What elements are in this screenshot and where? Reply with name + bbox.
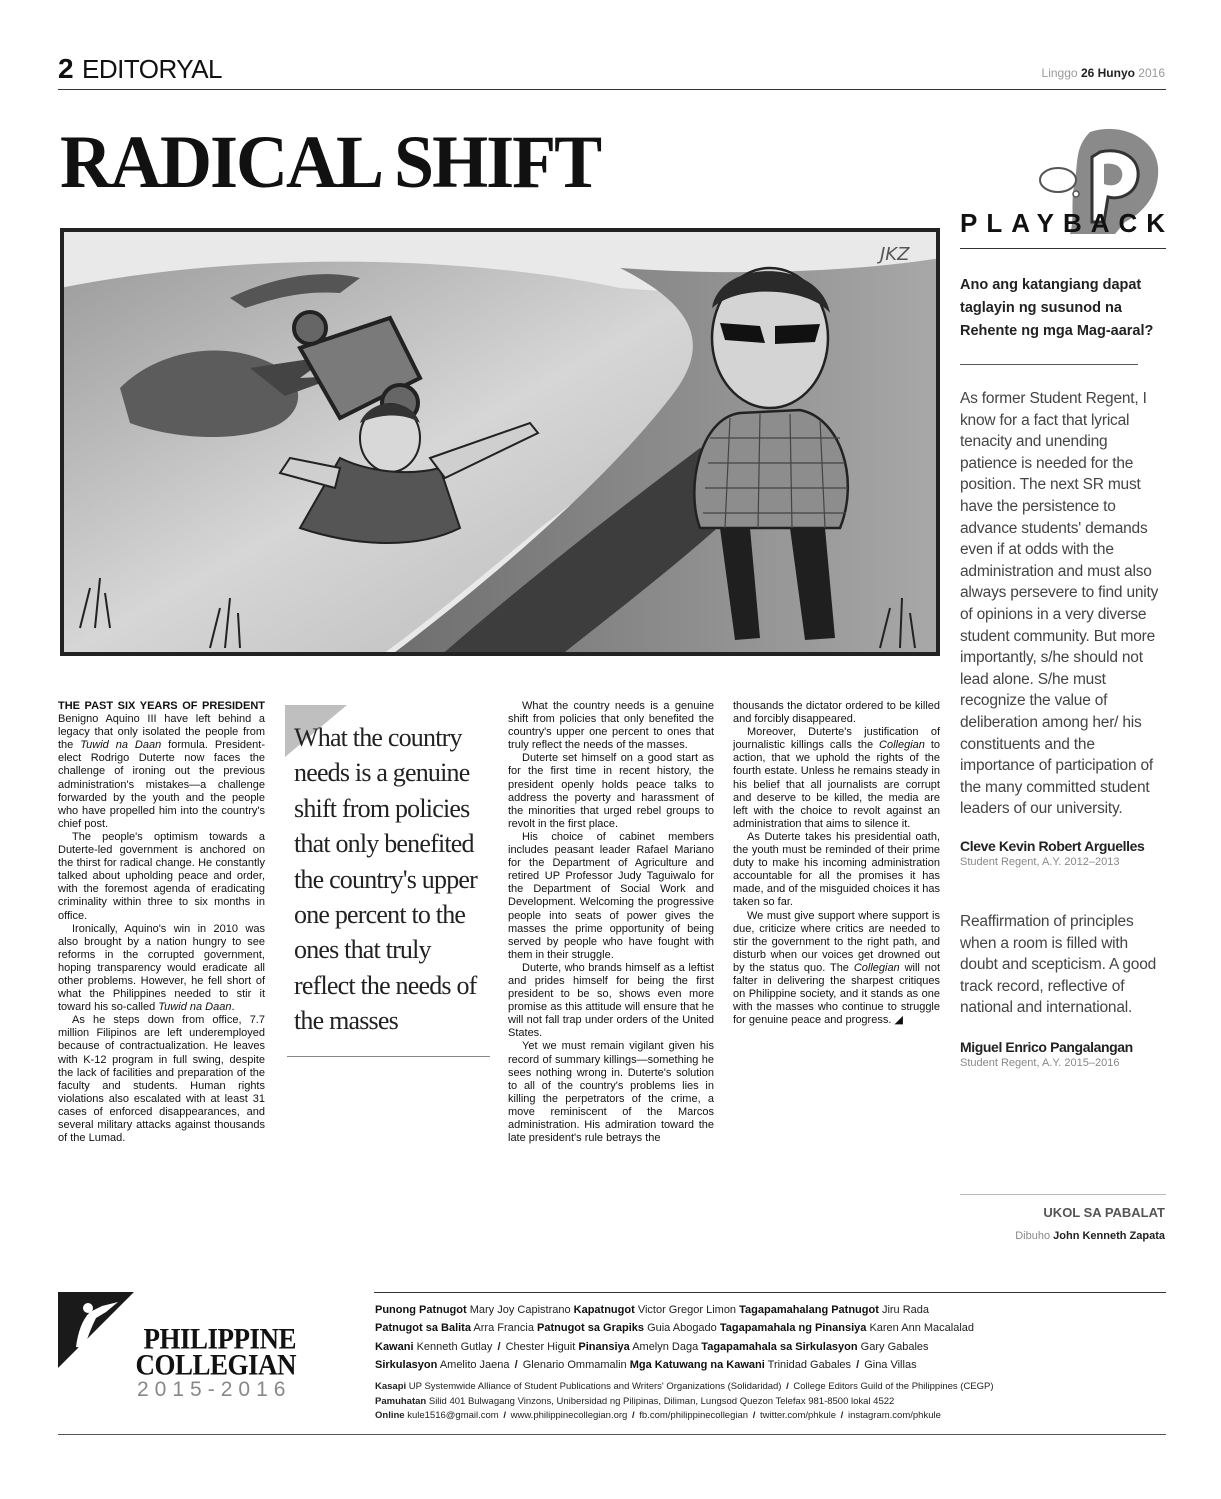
cover-credit-label: Dibuho (1015, 1230, 1051, 1242)
staff-member: Amelyn Daga (632, 1340, 699, 1353)
date-day: Linggo (1041, 66, 1078, 80)
article-paragraph-7: His choice of cabinet members includes peasant leader Rafael Mariano for the Department of Agriculture and retired UP Professor Judy Taguiwalo for the Department of Social Work and Development. Welcoming the progressive people into seats of power gives the masses the prime opportunity of being served by people who have fought with them in their struggle. (508, 830, 714, 961)
playback-respondent-role-1: Student Regent, A.Y. 2012–2013 (960, 856, 1120, 868)
staff-role: Mga Katuwang na Kawani (629, 1359, 765, 1372)
staff-line-4 (375, 1356, 1167, 1374)
cover-title: UKOL SA PABALAT (1043, 1205, 1165, 1220)
kasapi-line (375, 1380, 1175, 1395)
staff-role: Tagapamahalang Patnugot (739, 1304, 879, 1316)
italic-run: Tuwid na Daan (158, 1001, 232, 1014)
separator: / (503, 1410, 506, 1422)
cover-rule (960, 1194, 1166, 1195)
staff-member: Guia Abogado (647, 1322, 717, 1335)
cartoon-signature: JKZ (880, 244, 910, 265)
facebook-link[interactable]: fb.com/philippinecollegian (639, 1410, 749, 1422)
italic-run: Collegian (853, 961, 900, 974)
article-column-4 (733, 700, 940, 1027)
article-paragraph-10 (733, 726, 940, 831)
article-paragraph-3 (58, 923, 265, 1015)
staff-role: Punong Patnugot (375, 1304, 467, 1316)
article-column-1 (58, 700, 265, 1145)
staff-role: Sirkulasyon (375, 1359, 438, 1372)
staff-member: Gary Gabales (860, 1340, 929, 1353)
staff-role: Tagapamahala ng Pinansiya (719, 1322, 867, 1335)
separator: / (514, 1359, 518, 1372)
separator: / (497, 1340, 501, 1353)
article-paragraph-11: As Duterte takes his presidential oath, the youth must be reminded of their prime duty to make his incoming administration accountable for all the promises it has made, and of the misguided choices it has taken so far. (733, 830, 940, 909)
playback-respondent-name-2: Miguel Enrico Pangalangan (960, 1039, 1133, 1055)
instagram-link[interactable]: instagram.com/phkule (847, 1410, 941, 1422)
info-label: Pamuhatan (375, 1395, 427, 1407)
text-run: . (231, 1001, 235, 1014)
article-paragraph-5: What the country needs is a genuine shift from policies that only benefited the country's upper one percent to ones that truly reflect the needs of the masses. (508, 700, 714, 752)
article-paragraph-2: The people's optimism towards a Duterte-led government is anchored on the thirst for radical change. He constantly talked about upholding peace and order, with the foremost agenda of eradicating criminality within three to six months in office. (58, 830, 265, 922)
end-mark-icon: ◢ (894, 1014, 903, 1027)
masthead-name-line-1: PHILIPPINE (143, 1322, 296, 1356)
separator: / (856, 1359, 860, 1372)
text-run: Benigno Aquino III have left behind a legacy that only isolated the people from the (58, 713, 265, 752)
pull-quote: What the country needs is a genuine shift from policies that only benefited the country's upper one percent to the ones that truly reflect the needs of the masses (294, 723, 477, 1036)
text-run: to action, that we uphold the rights of the fourth estate. Unless he remains steady in his belief that all journalists are corrupt and deserve to be killed, the media are left with the choice to revolt against an administration that aims to silence it. (733, 739, 940, 830)
pamuhatan-line (375, 1395, 1175, 1410)
text-run: will not falter in delivering the sharpest critiques on Philippine society, and it stands as one with the masses who continue to struggle for genuine peace and progress. (733, 961, 941, 1027)
article-paragraph-9: Yet we must remain vigilant given his record of summary killings—something he sees nothing wrong in. Duterte's solution to all of the country's problems lies in killing the perpetrators of the crime, a move reminiscent of the Marcos administration. His admiration toward the late president's rule betrays the (508, 1040, 714, 1145)
separator: / (752, 1410, 756, 1422)
text-run: We must give support where support is due, criticize where critics are needed to stir the government to the right path, and disturb when our voices get drowned out by the status quo. The (733, 909, 940, 974)
separator: / (631, 1410, 635, 1422)
masthead-years: 2015-2016 (137, 1378, 292, 1401)
staff-line-1 (375, 1301, 1167, 1319)
italic-run: Tuwid na Daan (80, 739, 162, 752)
issue-date (1042, 66, 1165, 80)
playback-answer-2: Reaffirmation of principles when a room is filled with doubt and scepticism. A good track record, reflective of national and international. (960, 913, 1157, 1017)
staff-role: Patnugot sa Grapiks (537, 1322, 644, 1335)
info-label: Online (375, 1410, 405, 1422)
cover-credit-name: John Kenneth Zapata (1053, 1230, 1165, 1242)
website-link[interactable]: www.philippinecollegian.org (510, 1410, 628, 1422)
staff-line-2 (375, 1319, 1167, 1337)
staff-member: Arra Francia (473, 1322, 534, 1335)
lead-in-caps: THE PAST SIX YEARS OF PRESIDENT (58, 700, 265, 712)
staff-role: Pinansiya (578, 1340, 630, 1353)
staff-role: Tagapamahala sa Sirkulasyon (701, 1340, 858, 1353)
playback-question-rule (960, 364, 1138, 365)
playback-title: PLAYBACK (960, 208, 1175, 238)
playback-question: Ano ang katangiang dapat taglayin ng susunod na Rehente ng mga Mag-aaral? (960, 277, 1154, 339)
footer-rule (58, 1434, 1166, 1435)
article-paragraph-8: Duterte, who brands himself as a leftist and prides himself for being the first president to be so, shows even more promise as this attitude will ensure that he will not fall trap under orders of the United States. (508, 961, 714, 1040)
twitter-link[interactable]: twitter.com/phkule (759, 1410, 837, 1422)
editorial-cartoon (60, 228, 940, 656)
staff-member: Glenario Ommamalin (522, 1359, 627, 1372)
separator: / (786, 1381, 789, 1392)
staff-member: Amelito Jaena (439, 1359, 510, 1372)
staff-member: Chester Higuit (505, 1340, 576, 1353)
playback-respondent-role-2: Student Regent, A.Y. 2015–2016 (960, 1057, 1120, 1069)
text-run: formula. President-elect Rodrigo Duterte now faces the challenge of ironing out the previous administration's mistakes—a challenge forwarded by the youth and the people who have propelled him into the country's chief post. (58, 739, 265, 830)
article-paragraph-9-continued: thousands the dictator ordered to be killed and forcibly disappeared. (733, 700, 940, 726)
staff-role: Kapatnugot (573, 1304, 635, 1316)
cover-credit (1015, 1230, 1165, 1242)
info-value: UP Systemwide Alliance of Student Publications and Writers' Organizations (Solidaridad) (408, 1381, 782, 1392)
staff-box-rule (374, 1292, 1166, 1293)
italic-run: Collegian (879, 739, 925, 752)
pull-quote-rule (287, 1056, 490, 1057)
staff-member: Mary Joy Capistrano (469, 1304, 571, 1316)
staff-member: Trinidad Gabales (767, 1359, 851, 1372)
info-label: Kasapi (375, 1381, 407, 1392)
date-year: 2016 (1138, 66, 1165, 80)
article-column-3 (508, 700, 714, 1145)
text-run: Moreover, Duterte's justification of journalistic killings calls the (733, 726, 940, 752)
playback-respondent-name-1: Cleve Kevin Robert Arguelles (960, 838, 1145, 854)
staff-member: Karen Ann Macalalad (869, 1322, 975, 1335)
section-title: EDITORYAL (82, 54, 222, 84)
staff-member: Gina Villas (864, 1359, 917, 1372)
article-paragraph-1 (58, 700, 265, 831)
date-main: 26 Hunyo (1080, 66, 1135, 80)
page-number: 2 (58, 53, 74, 84)
publication-info (375, 1380, 1175, 1424)
text-run: Ironically, Aquino's win in 2010 was also brought by a nation hungry to see reforms in the corrupted government, hoping transparency would eradicate all other problems. However, he fell short of what the Philippines needed to stir it toward his so-called (58, 922, 265, 1014)
staff-member: Victor Gregor Limon (637, 1304, 737, 1316)
staff-box (375, 1301, 1167, 1375)
article-paragraph-4: As he steps down from office, 7.7 million Filipinos are left underemployed because of contractualization. He leaves with K-12 program in full swing, despite the lack of facilities and preparation of the faculty and students. Human rights violations also escalated with at least 31 cases of enforced disappearances, and several military attacks against thousands of the Lumad. (58, 1014, 265, 1145)
info-value: Silid 401 Bulwagang Vinzons, Unibersidad ng Pilipinas, Diliman, Lungsod Quezon Telefax 981-8500 lokal 4522 (428, 1395, 895, 1407)
staff-line-3 (375, 1338, 1167, 1356)
email-link[interactable]: kule1516@gmail.com (407, 1410, 499, 1422)
staff-role: Patnugot sa Balita (375, 1322, 471, 1335)
playback-rule (960, 248, 1166, 249)
article-paragraph-6: Duterte set himself on a good start as for the first time in recent history, the president openly holds peace talks to address the poverty and harassment of the minorities that urged rebel groups to revolt in the first place. (508, 752, 714, 830)
headline: RADICAL SHIFT (60, 120, 601, 204)
header-rule (58, 89, 1166, 90)
separator: / (840, 1410, 844, 1422)
online-line (375, 1409, 1175, 1424)
playback-answer-1: As former Student Regent, I know for a fact that lyrical tenacity and unending patience is needed for the position. The next SR must have the persistence to advance students' demands even if at odds with the administration and must also always persevere to find unity of opinions in a very diverse student community. But more importantly, s/he should not lead alone. S/he must recognize the value of deliberation among her/ his constituents and the importance of participation of the many committed student leaders of our university. (960, 390, 1159, 818)
article-paragraph-12 (733, 910, 940, 1028)
staff-member: Jiru Rada (881, 1304, 930, 1316)
staff-role: Kawani (375, 1340, 414, 1353)
info-value: College Editors Guild of the Philippines (CEGP) (793, 1381, 994, 1392)
staff-member: Kenneth Gutlay (416, 1340, 493, 1353)
masthead-name-line-2: COLLEGIAN (135, 1348, 296, 1382)
